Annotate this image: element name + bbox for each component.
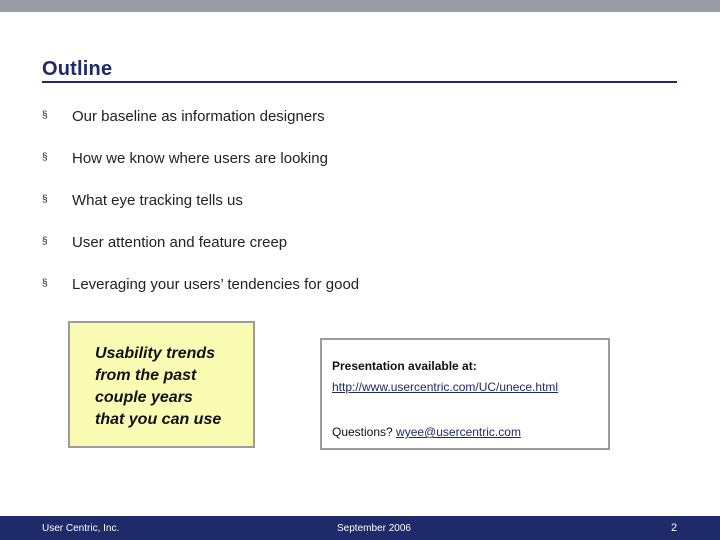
- bullet-text: What eye tracking tells us: [72, 192, 243, 209]
- questions-label: Questions?: [332, 425, 393, 439]
- slide-title: Outline: [42, 58, 113, 80]
- bullet-marker-icon: §: [42, 110, 48, 121]
- bullet-text: How we know where users are looking: [72, 150, 328, 167]
- callout-line: from the past: [95, 367, 197, 384]
- presentation-link[interactable]: http://www.usercentric.com/UC/unece.html: [332, 380, 559, 394]
- bullet-marker-icon: §: [42, 152, 48, 163]
- page-number: 2: [671, 522, 678, 534]
- info-heading: Presentation available at:: [332, 359, 477, 373]
- email-link[interactable]: wyee@usercentric.com: [396, 425, 521, 439]
- top-bar: [0, 0, 720, 12]
- questions-line: [332, 425, 521, 439]
- bullet-text: Leveraging your users’ tendencies for good: [72, 276, 360, 293]
- bullet-marker-icon: §: [42, 236, 48, 247]
- callout-line: couple years: [95, 389, 193, 406]
- title-rule: [42, 81, 677, 83]
- callout-text: [95, 343, 255, 431]
- footer-company: User Centric, Inc.: [42, 523, 120, 534]
- bullet-marker-icon: §: [42, 278, 48, 289]
- callout-line: that you can use: [95, 411, 222, 428]
- bullet-text: Our baseline as information designers: [72, 108, 325, 125]
- info-box: [320, 338, 610, 450]
- footer-bar: [0, 516, 720, 540]
- callout-line: Usability trends: [95, 345, 216, 362]
- footer-date: September 2006: [337, 523, 411, 534]
- bullet-text: User attention and feature creep: [72, 234, 288, 251]
- bullet-marker-icon: §: [42, 194, 48, 205]
- callout-box: [68, 321, 255, 448]
